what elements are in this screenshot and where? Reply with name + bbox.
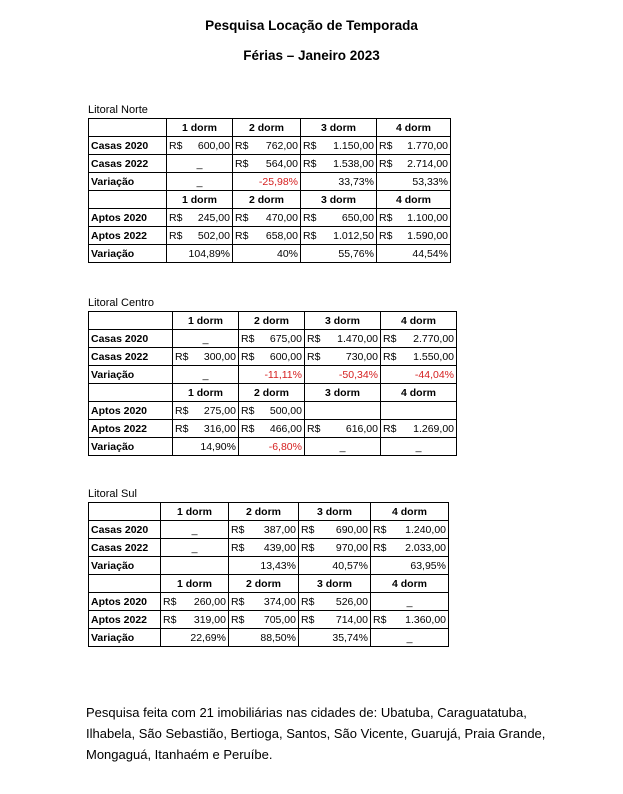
table-cell: 104,89%	[167, 245, 233, 263]
row-label: Casas 2020	[89, 330, 173, 348]
column-header: 1 dorm	[161, 503, 229, 521]
table-cell: R$ 466,00	[239, 420, 305, 438]
row-label: Variação	[89, 245, 167, 263]
table-header-row	[89, 503, 449, 521]
column-header: 3 dorm	[305, 384, 381, 402]
table-cell: R$ 387,00	[229, 521, 299, 539]
table-row	[89, 348, 457, 366]
table-cell: R$ 1.470,00	[305, 330, 381, 348]
table-cell: R$ 526,00	[299, 593, 371, 611]
table-cell: R$ 658,00	[233, 227, 301, 245]
table-cell: 53,33%	[377, 173, 451, 191]
table-corner-cell	[89, 384, 173, 402]
table-cell: 14,90%	[173, 438, 239, 456]
table-cell: R$ 1.550,00	[381, 348, 457, 366]
price-table	[88, 311, 457, 456]
table-corner-cell	[89, 312, 173, 330]
row-label: Aptos 2020	[89, 402, 173, 420]
row-label: Casas 2020	[89, 137, 167, 155]
section-label: Litoral Centro	[88, 297, 155, 309]
table-row	[89, 557, 449, 575]
page-subtitle: Férias – Janeiro 2023	[243, 48, 380, 63]
table-cell: _	[305, 438, 381, 456]
table-cell: _	[173, 330, 239, 348]
table-cell: R$ 1.770,00	[377, 137, 451, 155]
row-label: Casas 2022	[89, 348, 173, 366]
table-cell: R$ 2.770,00	[381, 330, 457, 348]
table-cell: 63,95%	[371, 557, 449, 575]
table-corner-cell	[89, 575, 161, 593]
table-cell: R$ 2.033,00	[371, 539, 449, 557]
column-header: 4 dorm	[377, 191, 451, 209]
table-cell: R$ 600,00	[167, 137, 233, 155]
section-label: Litoral Sul	[88, 488, 137, 500]
page-title: Pesquisa Locação de Temporada	[205, 18, 418, 33]
table-cell: R$ 762,00	[233, 137, 301, 155]
row-label: Variação	[89, 557, 161, 575]
column-header: 2 dorm	[239, 384, 305, 402]
row-label: Aptos 2022	[89, 227, 167, 245]
table-row	[89, 209, 451, 227]
table-row	[89, 137, 451, 155]
table-cell: R$ 300,00	[173, 348, 239, 366]
column-header: 3 dorm	[305, 312, 381, 330]
section-litoral-centro	[88, 296, 457, 456]
table-corner-cell	[89, 119, 167, 137]
table-cell: R$ 650,00	[301, 209, 377, 227]
table-cell: R$ 1.538,00	[301, 155, 377, 173]
column-header: 3 dorm	[299, 575, 371, 593]
table-row	[89, 245, 451, 263]
table-cell: R$ 616,00	[305, 420, 381, 438]
section-litoral-sul	[88, 487, 449, 647]
table-row	[89, 521, 449, 539]
table-cell: R$ 316,00	[173, 420, 239, 438]
table-cell: R$ 502,00	[167, 227, 233, 245]
table-row	[89, 593, 449, 611]
table-row	[89, 330, 457, 348]
table-cell: R$ 1.100,00	[377, 209, 451, 227]
table-row	[89, 402, 457, 420]
table-cell: R$ 1.360,00	[371, 611, 449, 629]
table-cell: _	[167, 155, 233, 173]
row-label: Aptos 2020	[89, 209, 167, 227]
table-cell: _	[371, 593, 449, 611]
table-cell: _	[381, 438, 457, 456]
table-cell: R$ 675,00	[239, 330, 305, 348]
footer-note: Pesquisa feita com 21 imobiliárias nas cidades de: Ubatuba, Caraguatatuba, Ilhabela, São Sebastião, Bertioga, Santos, São Vicente, Guarujá, Praia Grande, Mongaguá, Itanhaém e Peruíbe.	[86, 705, 546, 762]
table-cell: R$ 500,00	[239, 402, 305, 420]
table-cell: _	[371, 629, 449, 647]
table-row	[89, 227, 451, 245]
table-cell: R$ 319,00	[161, 611, 229, 629]
table-cell: R$ 730,00	[305, 348, 381, 366]
table-cell: 55,76%	[301, 245, 377, 263]
table-cell: 40%	[233, 245, 301, 263]
table-cell: R$ 1.150,00	[301, 137, 377, 155]
table-cell: R$ 1.590,00	[377, 227, 451, 245]
table-row	[89, 155, 451, 173]
table-cell: 22,69%	[161, 629, 229, 647]
column-header: 1 dorm	[167, 119, 233, 137]
column-header: 1 dorm	[161, 575, 229, 593]
table-row	[89, 366, 457, 384]
column-header: 2 dorm	[229, 503, 299, 521]
column-header: 3 dorm	[301, 119, 377, 137]
table-cell: R$ 1.240,00	[371, 521, 449, 539]
table-header-row	[89, 384, 457, 402]
column-header: 4 dorm	[377, 119, 451, 137]
table-cell: R$ 275,00	[173, 402, 239, 420]
table-cell: R$ 705,00	[229, 611, 299, 629]
row-label: Aptos 2022	[89, 611, 161, 629]
column-header: 4 dorm	[381, 384, 457, 402]
table-header-row	[89, 191, 451, 209]
row-label: Variação	[89, 629, 161, 647]
column-header: 1 dorm	[167, 191, 233, 209]
row-label: Variação	[89, 366, 173, 384]
table-cell: R$ 1.269,00	[381, 420, 457, 438]
table-cell: R$ 470,00	[233, 209, 301, 227]
column-header: 3 dorm	[301, 191, 377, 209]
row-label: Casas 2022	[89, 155, 167, 173]
row-label: Casas 2020	[89, 521, 161, 539]
table-cell: R$ 2.714,00	[377, 155, 451, 173]
table-cell: _	[161, 521, 229, 539]
row-label: Casas 2022	[89, 539, 161, 557]
column-header: 1 dorm	[173, 384, 239, 402]
table-cell: -6,80%	[239, 438, 305, 456]
table-row	[89, 629, 449, 647]
table-row	[89, 539, 449, 557]
table-cell: R$ 439,00	[229, 539, 299, 557]
table-cell: _	[167, 173, 233, 191]
table-corner-cell	[89, 191, 167, 209]
table-cell: R$ 714,00	[299, 611, 371, 629]
column-header: 2 dorm	[233, 191, 301, 209]
table-cell: _	[173, 366, 239, 384]
column-header: 1 dorm	[173, 312, 239, 330]
table-cell: -25,98%	[233, 173, 301, 191]
column-header: 4 dorm	[381, 312, 457, 330]
table-cell: -11,11%	[239, 366, 305, 384]
table-cell: R$ 690,00	[299, 521, 371, 539]
table-cell: 44,54%	[377, 245, 451, 263]
table-row	[89, 438, 457, 456]
table-cell: 35,74%	[299, 629, 371, 647]
table-header-row	[89, 312, 457, 330]
column-header: 4 dorm	[371, 503, 449, 521]
price-table	[88, 118, 451, 263]
column-header: 2 dorm	[233, 119, 301, 137]
table-header-row	[89, 119, 451, 137]
section-label: Litoral Norte	[88, 104, 148, 116]
table-cell: 40,57%	[299, 557, 371, 575]
row-label: Variação	[89, 438, 173, 456]
column-header: 2 dorm	[239, 312, 305, 330]
row-label: Aptos 2020	[89, 593, 161, 611]
column-header: 4 dorm	[371, 575, 449, 593]
table-cell: R$ 260,00	[161, 593, 229, 611]
table-cell: 33,73%	[301, 173, 377, 191]
table-cell: R$ 374,00	[229, 593, 299, 611]
table-cell: R$ 1.012,50	[301, 227, 377, 245]
section-litoral-norte	[88, 103, 451, 263]
table-cell	[305, 402, 381, 420]
table-row	[89, 611, 449, 629]
table-cell: R$ 970,00	[299, 539, 371, 557]
table-header-row	[89, 575, 449, 593]
table-row	[89, 173, 451, 191]
price-table	[88, 502, 449, 647]
table-cell: -50,34%	[305, 366, 381, 384]
column-header: 3 dorm	[299, 503, 371, 521]
row-label: Variação	[89, 173, 167, 191]
table-cell: -44,04%	[381, 366, 457, 384]
table-cell	[381, 402, 457, 420]
table-cell: R$ 245,00	[167, 209, 233, 227]
table-cell: _	[161, 539, 229, 557]
table-cell: R$ 564,00	[233, 155, 301, 173]
table-cell: 88,50%	[229, 629, 299, 647]
table-cell	[161, 557, 229, 575]
table-cell: R$ 600,00	[239, 348, 305, 366]
row-label: Aptos 2022	[89, 420, 173, 438]
table-row	[89, 420, 457, 438]
column-header: 2 dorm	[229, 575, 299, 593]
table-cell: 13,43%	[229, 557, 299, 575]
table-corner-cell	[89, 503, 161, 521]
